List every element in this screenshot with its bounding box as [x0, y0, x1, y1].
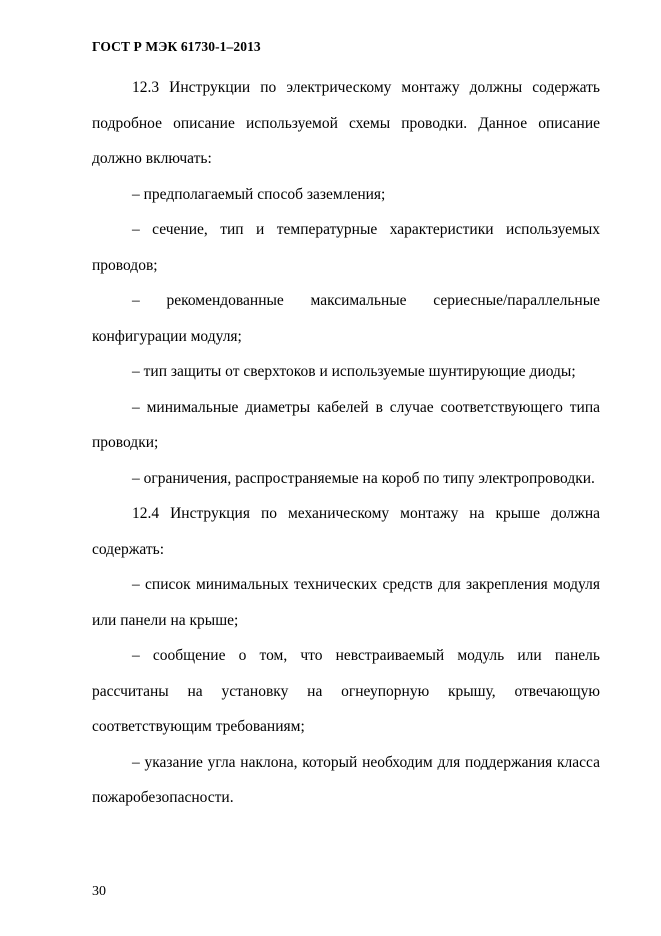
list-item-module-configurations: – рекомендованные максимальные сериесные/параллельные конфигурации модуля;: [92, 292, 600, 345]
document-body: [92, 70, 600, 816]
list-item-slope-angle: – указание угла наклона, который необходим для поддержания класса пожаробезопасности.: [92, 753, 600, 806]
list-item-overcurrent-protection: – тип защиты от сверхтоков и используемые шунтирующие диоды;: [132, 363, 576, 380]
paragraph-12-4: 12.4 Инструкция по механическому монтажу на крыше должна содержать:: [92, 505, 600, 558]
list-item-wire-characteristics: – сечение, тип и температурные характеристики используемых проводов;: [92, 221, 600, 274]
list-item-mounting-hardware: – список минимальных технических средств для закрепления модуля или панели на крыше;: [92, 576, 600, 629]
page-number: 30: [92, 884, 106, 899]
list-item-fire-resistant-roof: – сообщение о том, что невстраиваемый модуль или панель рассчитаны на установку на огнеупорную крышу, отвечающую соответствующим требованиям;: [92, 647, 600, 735]
document-header: ГОСТ Р МЭК 61730-1–2013: [92, 39, 261, 54]
list-item-conduit-restrictions: – ограничения, распространяемые на короб по типу электропроводки.: [132, 469, 595, 487]
list-item-grounding: – предполагаемый способ заземления;: [132, 185, 386, 203]
list-item-cable-diameters: – минимальные диаметры кабелей в случае соответствующего типа проводки;: [92, 398, 600, 451]
paragraph-12-3: 12.3 Инструкции по электрическому монтажу должны содержать подробное описание используемой схемы проводки. Данное описание должно включать:: [92, 79, 600, 167]
